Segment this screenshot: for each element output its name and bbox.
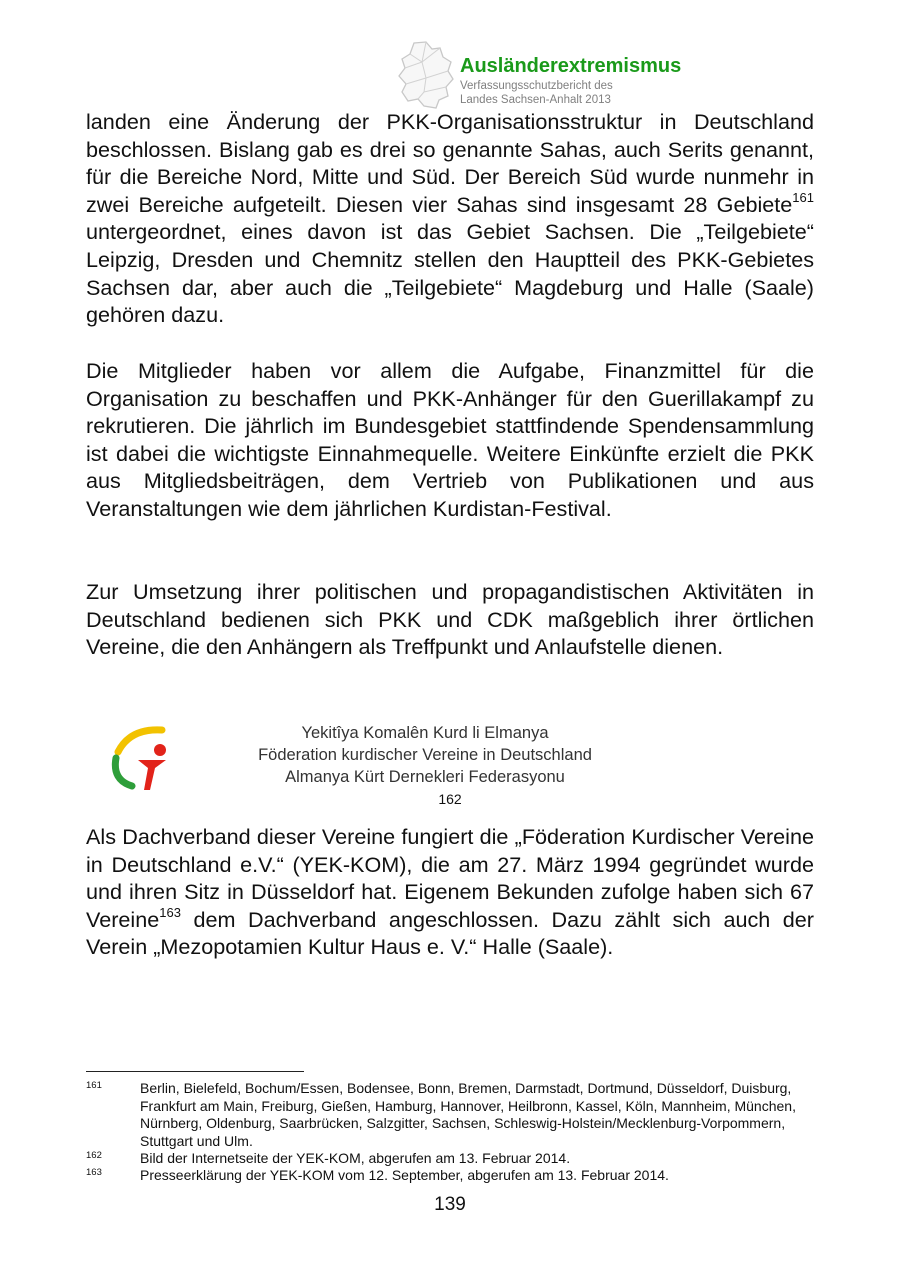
paragraph-pkk-structure	[86, 108, 814, 329]
logo-line-turkish: Almanya Kürt Dernekleri Federasyonu	[285, 768, 565, 786]
logo-line-german: Föderation kurdischer Vereine in Deutschland	[258, 746, 592, 764]
paragraph-text-part: dem Dachverband angeschlossen. Dazu zählt sich auch der Verein „Mezopotamien Kultur Haus e. V.“ Halle (Saale).	[86, 906, 814, 960]
yek-kom-logo-figure	[108, 716, 648, 796]
paragraph-text: Die Mitglieder haben vor allem die Aufgabe, Finanzmittel für die Organisation zu beschaffen und PKK-Anhänger für den Guerillakampf zu rekrutieren. Die jährlich im Bundesgebiet stattfindende Spendensammlung ist dabei die wichtigste Einnahmequelle. Weitere Einkünfte erzielt die PKK aus Mitgliedsbeiträgen, dem Vertrieb von Publikationen und aus Veranstaltungen wie dem jährlichen Kurdistan-Festival.	[86, 358, 814, 521]
paragraph-local-associations	[86, 578, 814, 661]
footnote-number: 161	[86, 1080, 102, 1091]
report-subtitle	[460, 79, 613, 107]
page-number: 139	[434, 1194, 466, 1215]
figure-footnote-ref-162[interactable]: 162	[438, 791, 462, 807]
footnote-ref-163[interactable]: 163	[159, 904, 181, 920]
logo-line-kurdish: Yekitîya Komalên Kurd li Elmanya	[301, 724, 549, 742]
section-title: Ausländerextremismus	[460, 55, 682, 77]
footnote-text: Bild der Internetseite der YEK-KOM, abgerufen am 13. Februar 2014.	[140, 1150, 571, 1166]
paragraph-members-tasks	[86, 357, 814, 523]
page-header	[396, 40, 716, 112]
paragraph-yek-kom	[86, 823, 814, 961]
footnote-ref-161[interactable]: 161	[792, 189, 814, 205]
footnote-number: 162	[86, 1150, 102, 1161]
footnote-text: Berlin, Bielefeld, Bochum/Essen, Bodensee, Bonn, Bremen, Darmstadt, Dortmund, Düsseldorf, Duisburg, Frankfurt am Main, Freiburg, Gießen, Hamburg, Hannover, Heilbronn, Kassel, Köln, Mannheim, München, Nürnberg, Oldenburg, Saarbrücken, Salzgitter, Sachsen, Schleswig-Holstein/Mecklenburg-Vorpommern, Stuttgart und Ulm.	[140, 1080, 796, 1149]
logo-text	[235, 722, 615, 788]
report-subtitle-line2: Landes Sachsen-Anhalt 2013	[460, 94, 611, 106]
footnote-number: 163	[86, 1167, 102, 1178]
paragraph-text-part: Als Dachverband dieser Vereine fungiert die „Föderation Kurdischer Vereine in Deutschland e.V.“ (YEK-KOM), die am 27. März 1994 gegründet wurde und ihren Sitz in Düsseldorf hat. Eigenem Bekunden zufolge haben sich 67 Vereine	[86, 824, 814, 932]
saxony-anhalt-map-icon	[396, 40, 456, 110]
report-subtitle-line1: Verfassungsschutzbericht des	[460, 80, 613, 92]
yek-kom-logo-icon	[108, 718, 178, 794]
paragraph-text	[86, 108, 814, 329]
paragraph-text	[86, 823, 814, 961]
paragraph-text-part: untergeordnet, eines davon ist das Gebiet Sachsen. Die „Teilgebiete“ Leipzig, Dresden und Chemnitz stellen den Hauptteil des PKK-Gebietes Sachsen dar, aber auch die „Teilgebiete“ Magdeburg und Halle (Saale) gehören dazu.	[86, 219, 814, 328]
paragraph-text: Zur Umsetzung ihrer politischen und propagandistischen Aktivitäten in Deutschland bedienen sich PKK und CDK maßgeblich ihrer örtlichen Vereine, die den Anhängern als Treffpunkt und Anlaufstelle dienen.	[86, 579, 814, 660]
footnote-text: Presseerklärung der YEK-KOM vom 12. September, abgerufen am 13. Februar 2014.	[140, 1167, 669, 1183]
paragraph-text-part: landen eine Änderung der PKK-Organisationsstruktur in Deutschland beschlossen. Bislang gab es drei so genannte Sahas, auch Serits genannt, für die Bereiche Nord, Mitte und Süd. Der Bereich Süd wurde nunmehr in zwei Bereiche aufgeteilt. Diesen vier Sahas sind insgesamt 28 Gebiete	[86, 109, 814, 217]
footnote-divider	[86, 1071, 304, 1072]
